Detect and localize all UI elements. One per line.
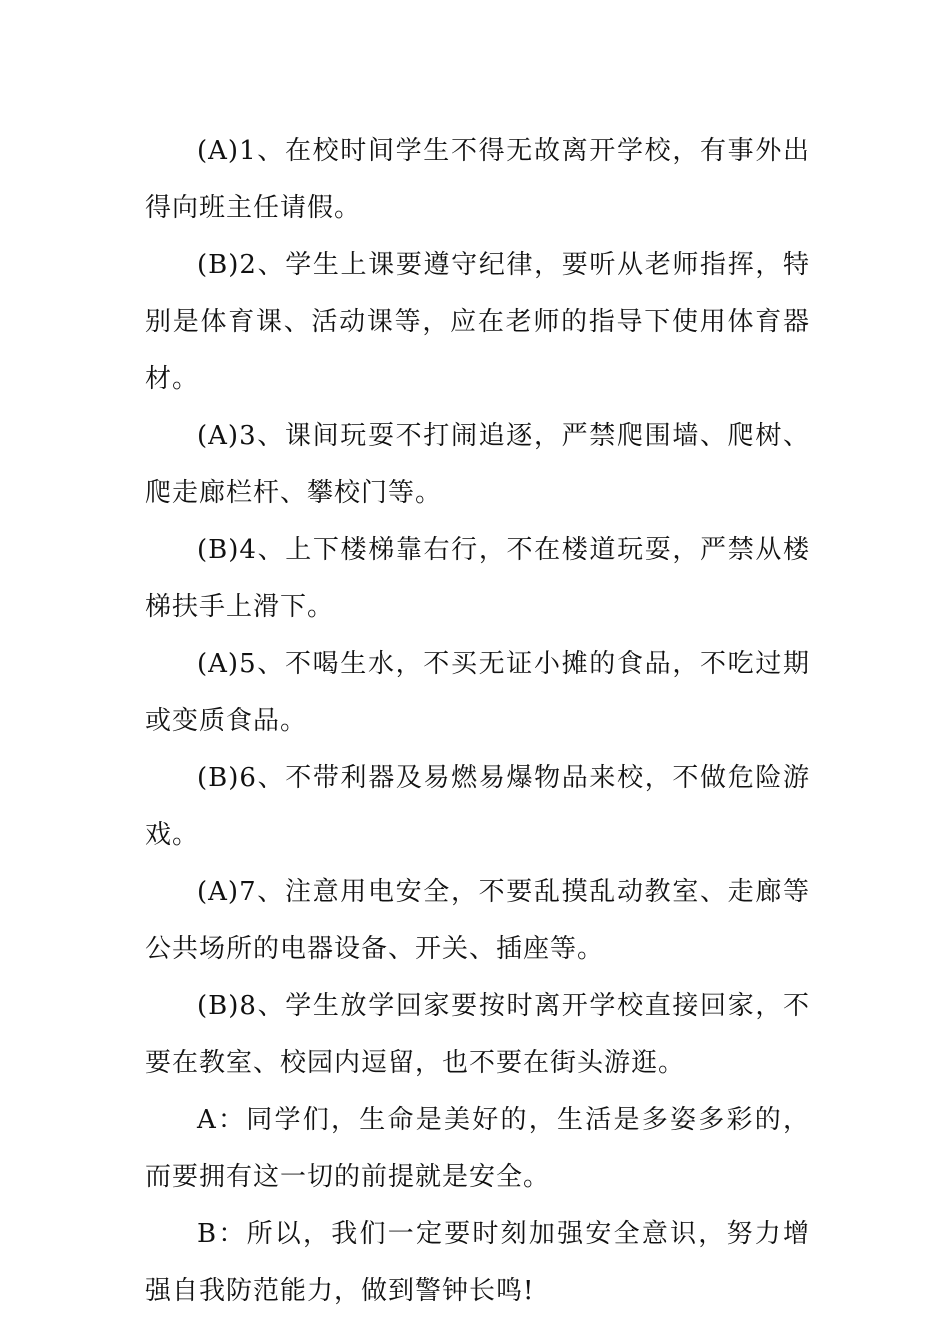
document-body — [145, 123, 810, 1320]
rule-paragraph-4: (B)4、上下楼梯靠右行，不在楼道玩耍，严禁从楼梯扶手上滑下。 — [145, 535, 810, 622]
rule-paragraph-5: (A)5、不喝生水，不买无证小摊的食品，不吃过期或变质食品。 — [145, 649, 810, 736]
dialogue-paragraph-a: A：同学们，生命是美好的，生活是多姿多彩的，而要拥有这一切的前提就是安全。 — [145, 1105, 810, 1192]
rule-paragraph-2: (B)2、学生上课要遵守纪律，要听从老师指挥，特别是体育课、活动课等，应在老师的指导下使用体育器材。 — [145, 250, 810, 394]
rule-paragraph-7: (A)7、注意用电安全，不要乱摸乱动教室、走廊等公共场所的电器设备、开关、插座等。 — [145, 877, 810, 964]
rule-paragraph-1: (A)1、在校时间学生不得无故离开学校，有事外出得向班主任请假。 — [145, 136, 810, 223]
rule-paragraph-8: (B)8、学生放学回家要按时离开学校直接回家，不要在教室、校园内逗留，也不要在街头游逛。 — [145, 991, 810, 1078]
rule-paragraph-3: (A)3、课间玩耍不打闹追逐，严禁爬围墙、爬树、爬走廊栏杆、攀校门等。 — [145, 421, 810, 508]
dialogue-paragraph-b: B：所以，我们一定要时刻加强安全意识，努力增强自我防范能力，做到警钟长鸣! — [145, 1219, 810, 1306]
rule-paragraph-6: (B)6、不带利器及易燃易爆物品来校，不做危险游戏。 — [145, 763, 810, 850]
